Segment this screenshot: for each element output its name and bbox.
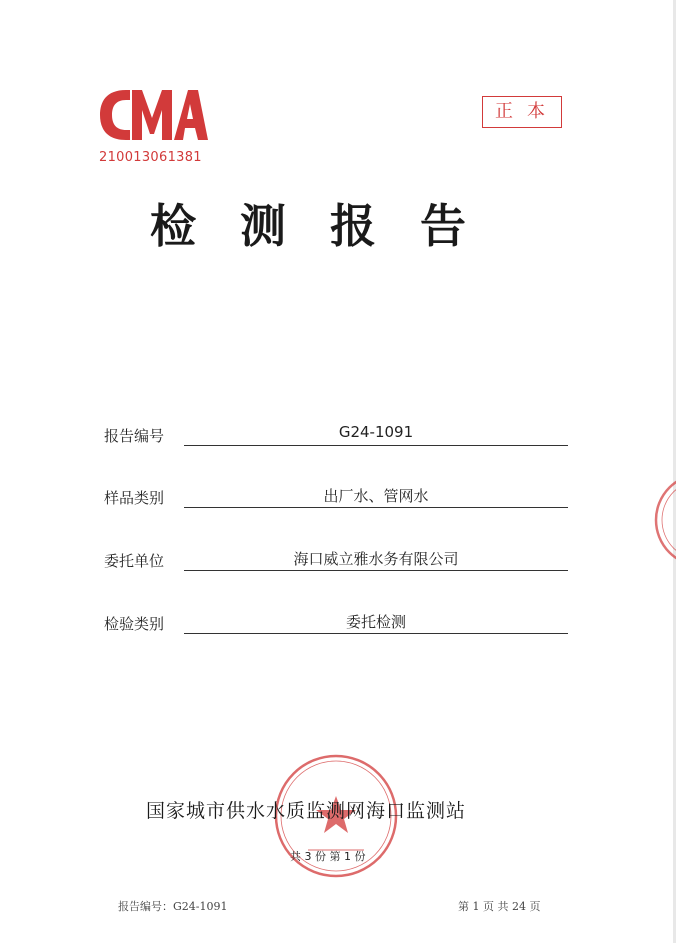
field-report-number: [104, 425, 568, 449]
field-label: 报告编号: [104, 427, 165, 445]
field-value: 委托检测: [184, 611, 568, 634]
footer-report-number: 报告编号：G24-1091: [118, 900, 228, 913]
cma-logo: [96, 84, 208, 146]
seal-fragment: [652, 470, 676, 570]
organization-name: 国家城市供水水质监测网海口监测站: [146, 800, 467, 822]
footer-page-number: 第 1 页 共 24 页: [458, 900, 541, 913]
field-value: 出厂水、管网水: [184, 485, 568, 508]
field-label: 委托单位: [104, 552, 165, 570]
field-inspection-type: [104, 613, 568, 637]
field-value: 海口威立雅水务有限公司: [184, 548, 568, 571]
original-badge: 正本: [482, 96, 562, 128]
field-value: G24-1091: [184, 423, 568, 446]
cma-number: 210013061381: [99, 150, 202, 165]
report-title: 检测报告: [150, 199, 510, 253]
field-label: 样品类别: [104, 489, 165, 507]
field-client: [104, 550, 568, 574]
field-label: 检验类别: [104, 615, 165, 633]
copy-count: 共 3 份 第 1 份: [290, 850, 366, 863]
field-sample-category: [104, 487, 568, 511]
